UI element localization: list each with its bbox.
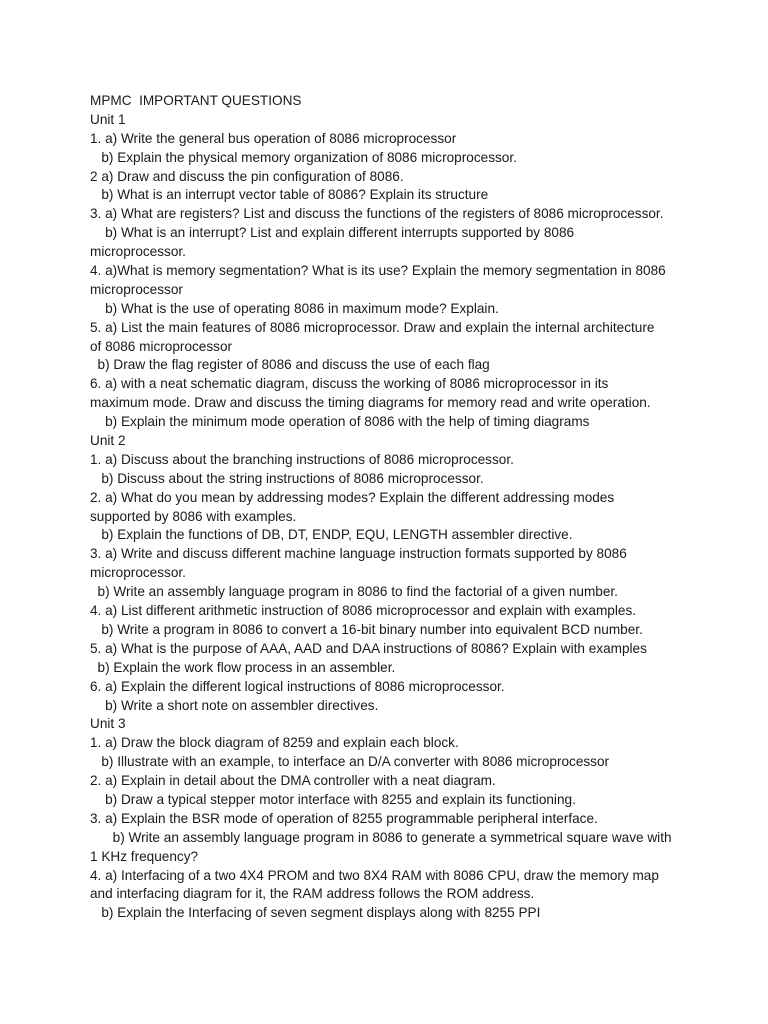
question-line: supported by 8086 with examples. bbox=[90, 508, 297, 524]
question-line: 4. a)What is memory segmentation? What is its use? Explain the memory segmentation in 8086 bbox=[90, 263, 666, 279]
question-line: 5. a) What is the purpose of AAA, AAD and DAA instructions of 8086? Explain with examples bbox=[90, 640, 647, 656]
question-line: 2. a) Explain in detail about the DMA controller with a neat diagram. bbox=[90, 773, 496, 789]
document-title: MPMC IMPORTANT QUESTIONS bbox=[90, 93, 302, 108]
question-line: b) Explain the physical memory organization of 8086 microprocessor. bbox=[90, 149, 517, 165]
question-line: microprocessor bbox=[90, 281, 183, 297]
question-line: b) Explain the work flow process in an assembler. bbox=[90, 659, 396, 675]
question-line: 1. a) Discuss about the branching instructions of 8086 microprocessor. bbox=[90, 451, 514, 467]
question-line: 1. a) Write the general bus operation of 8086 microprocessor bbox=[90, 130, 457, 146]
question-line: maximum mode. Draw and discuss the timing diagrams for memory read and write operation. bbox=[90, 395, 651, 411]
question-line: 2. a) What do you mean by addressing modes? Explain the different addressing modes bbox=[90, 489, 615, 505]
question-line: 6. a) with a neat schematic diagram, discuss the working of 8086 microprocessor in its bbox=[90, 376, 609, 392]
document-body bbox=[90, 92, 690, 923]
question-line: microprocessor. bbox=[90, 565, 186, 581]
question-line: 3. a) Write and discuss different machine language instruction formats supported by 8086 bbox=[90, 546, 627, 562]
question-line: 2 a) Draw and discuss the pin configuration of 8086. bbox=[90, 168, 404, 184]
unit-heading: Unit 2 bbox=[90, 433, 126, 449]
question-line: b) Explain the minimum mode operation of 8086 with the help of timing diagrams bbox=[90, 414, 590, 430]
question-line: b) Write an assembly language program in 8086 to generate a symmetrical square wave with bbox=[90, 829, 672, 845]
question-line: microprocessor. bbox=[90, 244, 186, 260]
question-line: 4. a) Interfacing of a two 4X4 PROM and two 8X4 RAM with 8086 CPU, draw the memory map bbox=[90, 867, 659, 883]
question-line: b) Write a program in 8086 to convert a 16-bit binary number into equivalent BCD number. bbox=[90, 621, 643, 637]
question-line: b) What is an interrupt vector table of 8086? Explain its structure bbox=[90, 187, 489, 203]
question-line: b) What is the use of operating 8086 in maximum mode? Explain. bbox=[90, 300, 499, 316]
question-line: b) Explain the functions of DB, DT, ENDP, EQU, LENGTH assembler directive. bbox=[90, 527, 573, 543]
question-line: 1 KHz frequency? bbox=[90, 848, 199, 864]
question-line: 4. a) List different arithmetic instruction of 8086 microprocessor and explain with examples. bbox=[90, 603, 637, 619]
question-line: b) Write an assembly language program in 8086 to find the factorial of a given number. bbox=[90, 584, 618, 600]
question-line: b) Write a short note on assembler directives. bbox=[90, 697, 379, 713]
question-line: 6. a) Explain the different logical instructions of 8086 microprocessor. bbox=[90, 678, 505, 694]
question-line: 5. a) List the main features of 8086 microprocessor. Draw and explain the internal architecture bbox=[90, 319, 655, 335]
question-line: of 8086 microprocessor bbox=[90, 338, 233, 354]
question-line: b) Discuss about the string instructions of 8086 microprocessor. bbox=[90, 470, 484, 486]
question-line: b) Explain the Interfacing of seven segment displays along with 8255 PPI bbox=[90, 905, 541, 921]
unit-heading: Unit 1 bbox=[90, 111, 126, 127]
question-line: b) What is an interrupt? List and explain different interrupts supported by 8086 bbox=[90, 225, 575, 241]
question-line: 3. a) Explain the BSR mode of operation of 8255 programmable peripheral interface. bbox=[90, 810, 598, 826]
question-line: b) Draw the flag register of 8086 and discuss the use of each flag bbox=[90, 357, 490, 373]
question-line: b) Draw a typical stepper motor interface with 8255 and explain its functioning. bbox=[90, 791, 576, 807]
question-line: and interfacing diagram for it, the RAM address follows the ROM address. bbox=[90, 886, 535, 902]
question-line: 1. a) Draw the block diagram of 8259 and explain each block. bbox=[90, 735, 459, 751]
unit-heading: Unit 3 bbox=[90, 716, 126, 732]
question-line: b) Illustrate with an example, to interface an D/A converter with 8086 microprocessor bbox=[90, 754, 610, 770]
question-line: 3. a) What are registers? List and discuss the functions of the registers of 8086 microprocessor. bbox=[90, 206, 664, 222]
